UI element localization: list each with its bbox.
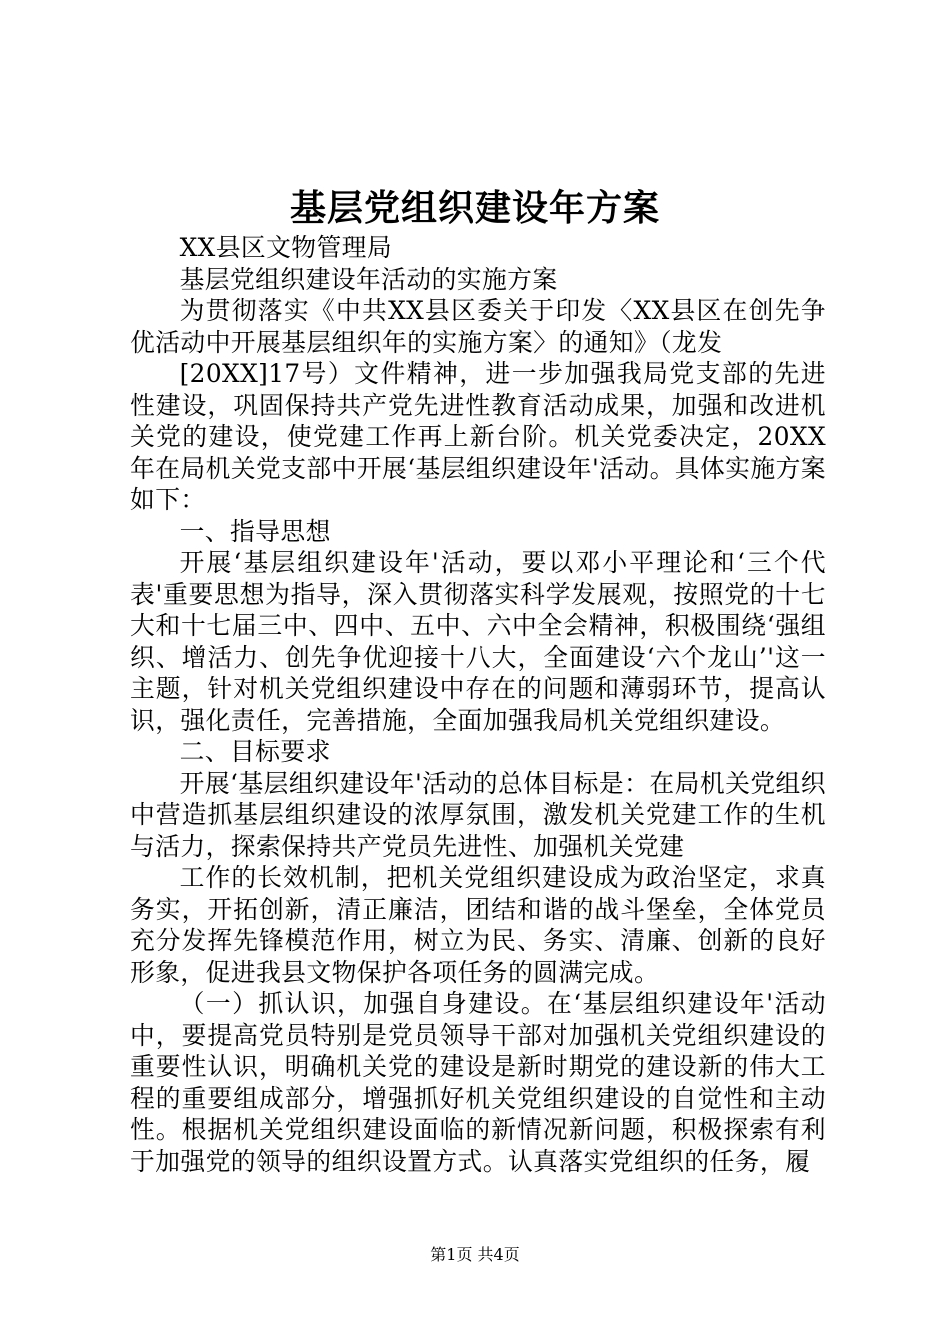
document-title: 基层党组织建设年方案 (289, 187, 660, 229)
paragraph-goals-continued: 工作的长效机制，把机关党组织建设成为政治坚定，求真务实，开拓创新，清正廉洁，团结和谐的战斗堡垒，全体党员充分发挥先锋模范作用，树立为民、务实、清廉、创新的良好形象，促进我县文物保护各项任务的圆满完成。 (130, 863, 826, 987)
paragraph-guiding-ideology: 开展‘基层组织建设年'活动，要以邓小平理论和‘三个代表'重要思想为指导，深入贯彻落实科学发展观，按照党的十七大和十七届三中、四中、五中、六中全会精神，积极围绕‘强组织、增活力、创先争优迎接十八大，全面建设‘六个龙山’'这一主题，针对机关党组织建设中存在的问题和薄弱环节，提高认识，强化责任，完善措施，全面加强我局机关党组织建设。 (130, 548, 826, 735)
section-heading-guiding-ideology: 一、指导思想 (179, 516, 331, 546)
paragraph-goals: 开展‘基层组织建设年'活动的总体目标是：在局机关党组织中营造抓基层组织建设的浓厚氛围，激发机关党建工作的生机与活力，探索保持共产党员先进性、加强机关党建 (130, 768, 826, 861)
section-heading-goals: 二、目标要求 (179, 737, 331, 766)
paragraph-organization: XX县区文物管理局 (179, 233, 393, 262)
paragraph-plan-subtitle: 基层党组织建设年活动的实施方案 (179, 264, 558, 294)
document-body (130, 232, 826, 1177)
page-footer: 第1页 共4页 (430, 1245, 520, 1264)
paragraph-intro: 为贯彻落实《中共XX县区委关于印发〈XX县区在创先争优活动中开展基层组织年的实施方案〉的通知》（龙发 (130, 296, 826, 357)
paragraph-subsection-one: （一）抓认识，加强自身建设。在‘基层组织建设年'活动中，要提高党员特别是党员领导干部对加强机关党组织建设的重要性认识，明确机关党的建设是新时期党的建设新的伟大工程的重要组成部分，增强抓好机关党组织建设的自觉性和主动性。根据机关党组织建设面临的新情况新问题，积极探索有利于加强党的领导的组织设置方式。认真落实党组织的任务，履 (130, 989, 826, 1176)
paragraph-intro-continued: [20XX]17号）文件精神，进一步加强我局党支部的先进性建设，巩固保持共产党先进性教育活动成果，加强和改进机关党的建设，使党建工作再上新台阶。机关党委决定，20XX年在局机关党支部中开展‘基层组织建设年'活动。具体实施方案如下： (130, 359, 826, 514)
